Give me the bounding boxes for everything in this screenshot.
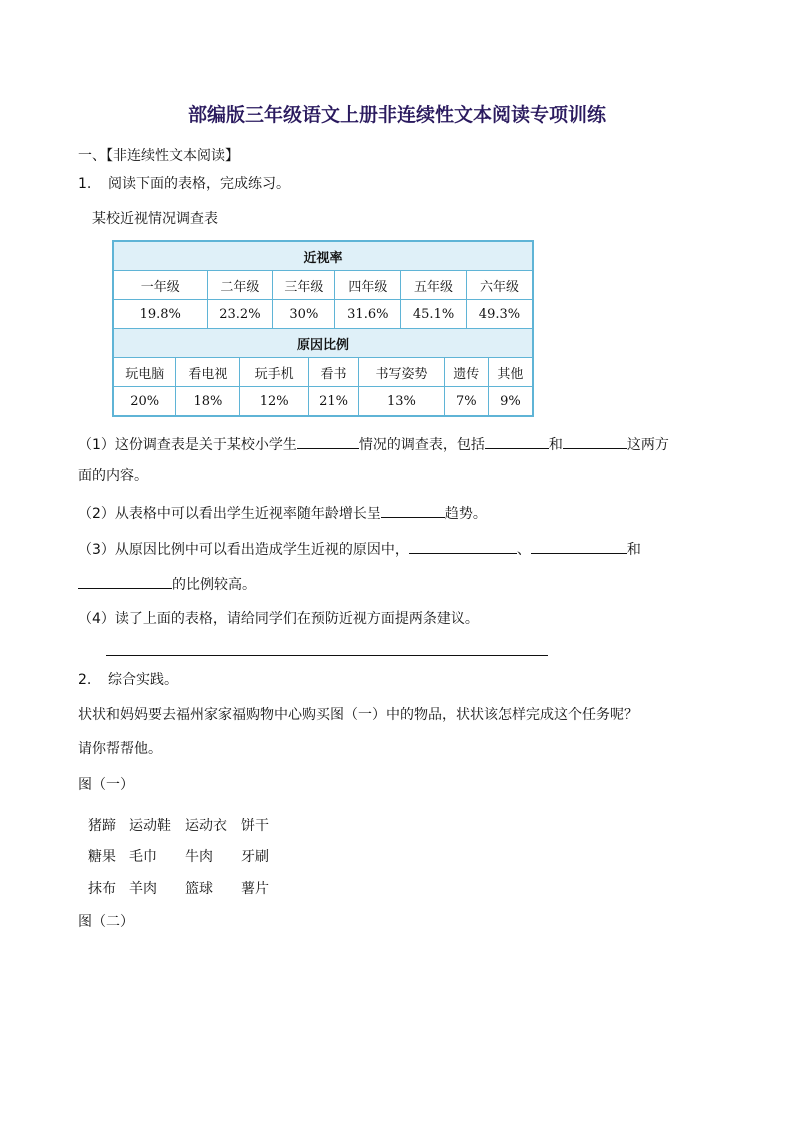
answer-line[interactable] [106,655,548,656]
item: 运动衣 [185,818,227,834]
question-1-text: 阅读下面的表格，完成练习。 [108,176,290,192]
page-title: 部编版三年级语文上册非连续性文本阅读专项训练 [187,104,606,126]
item: 牛肉 [185,849,213,865]
cause-percent-cell: 20% [113,387,176,417]
cause-percent-cell: 9% [488,387,533,417]
item: 薯片 [241,881,269,897]
sub-question-4: （4）读了上面的表格，请给同学们在预防近视方面提两条建议。 [78,611,479,627]
question-2-paragraph: 状状和妈妈要去福州家家福购物中心购买图（一）中的物品，状状该怎样完成这个任务呢？ [78,707,638,723]
cause-percent-row [113,387,533,417]
cause-row [113,358,533,387]
answer-blank[interactable] [531,539,627,554]
item: 饼干 [241,818,269,834]
cause-cell: 书写姿势 [359,358,445,387]
question-2-paragraph-cont: 请你帮帮他。 [78,741,162,757]
sub-question-2: （2）从表格中可以看出学生近视率随年龄增长呈 趋势。 [78,503,487,524]
figure-1-label: 图（一） [78,777,134,793]
grade-cell: 六年级 [466,271,533,300]
answer-blank[interactable] [409,539,517,554]
sub-question-1: （1）这份调查表是关于某校小学生 情况的调查表，包括 和 这两方 [78,434,669,455]
rate-cell: 31.6% [335,300,401,329]
cause-ratio-header: 原因比例 [113,329,533,358]
item: 毛巾 [129,849,157,865]
answer-blank[interactable] [563,434,627,449]
item: 抹布 [88,881,116,897]
rate-cell: 45.1% [401,300,467,329]
sub-question-1-cont: 面的内容。 [78,468,148,484]
cause-cell: 玩电脑 [113,358,176,387]
rate-cell: 23.2% [207,300,273,329]
question-2-number: 2. [78,672,92,688]
answer-blank[interactable] [381,503,445,518]
cause-cell: 遗传 [444,358,488,387]
question-2-text: 综合实践。 [108,672,178,688]
grade-cell: 二年级 [207,271,273,300]
answer-blank[interactable] [297,434,359,449]
item: 牙刷 [241,849,269,865]
item: 篮球 [185,881,213,897]
figure-2-label: 图（二） [78,914,134,930]
cause-percent-cell: 18% [176,387,240,417]
survey-table [112,240,534,417]
cause-percent-cell: 12% [240,387,308,417]
table-caption: 某校近视情况调查表 [92,211,218,227]
cause-cell: 看书 [308,358,358,387]
cause-cell: 玩手机 [240,358,308,387]
item: 猪蹄 [88,818,116,834]
answer-blank[interactable] [485,434,549,449]
rate-cell: 30% [273,300,335,329]
grade-row [113,271,533,300]
sub-question-3: （3）从原因比例中可以看出造成学生近视的原因中， 、 和 [78,539,641,560]
cause-cell: 其他 [488,358,533,387]
question-1-number: 1. [78,176,92,192]
cause-cell: 看电视 [176,358,240,387]
rate-cell: 19.8% [113,300,207,329]
item: 羊肉 [129,881,157,897]
answer-blank[interactable] [78,574,172,589]
rate-row [113,300,533,329]
cause-percent-cell: 21% [308,387,358,417]
cause-percent-cell: 7% [444,387,488,417]
item: 运动鞋 [129,818,171,834]
grade-cell: 三年级 [273,271,335,300]
rate-cell: 49.3% [466,300,533,329]
cause-percent-cell: 13% [359,387,445,417]
section-heading: 一、【非连续性文本阅读】 [78,148,239,164]
myopia-rate-header: 近视率 [113,241,533,271]
grade-cell: 一年级 [113,271,207,300]
sub-question-3-cont: 的比例较高。 [78,574,256,595]
item: 糖果 [88,849,116,865]
grade-cell: 四年级 [335,271,401,300]
grade-cell: 五年级 [401,271,467,300]
